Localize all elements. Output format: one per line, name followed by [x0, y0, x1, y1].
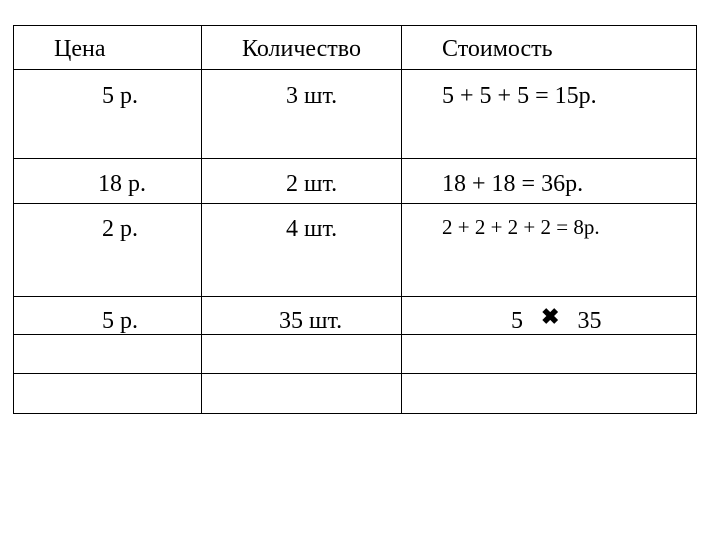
multiply-cross-icon: ✖ — [541, 304, 560, 329]
row-divider — [14, 69, 696, 70]
row-divider — [14, 296, 696, 297]
row-3-cost: 2 + 2 + 2 + 2 = 8р. — [442, 215, 600, 239]
empty-row — [14, 335, 696, 373]
price-quantity-cost-table — [13, 25, 697, 414]
row-divider — [14, 158, 696, 159]
row-4-quantity: 35 шт. — [279, 308, 343, 334]
header-price: Цена — [54, 36, 106, 62]
header-quantity: Количество — [242, 36, 361, 62]
row-4-cost-left: 5 — [511, 308, 523, 334]
row-2-quantity: 2 шт. — [286, 171, 338, 197]
header-cost: Стоимость — [442, 36, 553, 62]
row-4-price: 5 р. — [102, 308, 138, 334]
row-2-price: 18 р. — [98, 171, 146, 197]
row-4-cost-right: 35 — [577, 308, 602, 334]
row-3-price: 2 р. — [102, 216, 138, 242]
row-4-cost — [511, 304, 602, 334]
row-1-cost: 5 + 5 + 5 = 15р. — [442, 83, 597, 109]
row-1-quantity: 3 шт. — [286, 83, 338, 109]
row-2-cost: 18 + 18 = 36р. — [442, 171, 584, 197]
empty-row — [14, 374, 696, 413]
row-divider — [14, 203, 696, 204]
row-1-price: 5 р. — [102, 83, 138, 109]
row-3-quantity: 4 шт. — [286, 216, 338, 242]
